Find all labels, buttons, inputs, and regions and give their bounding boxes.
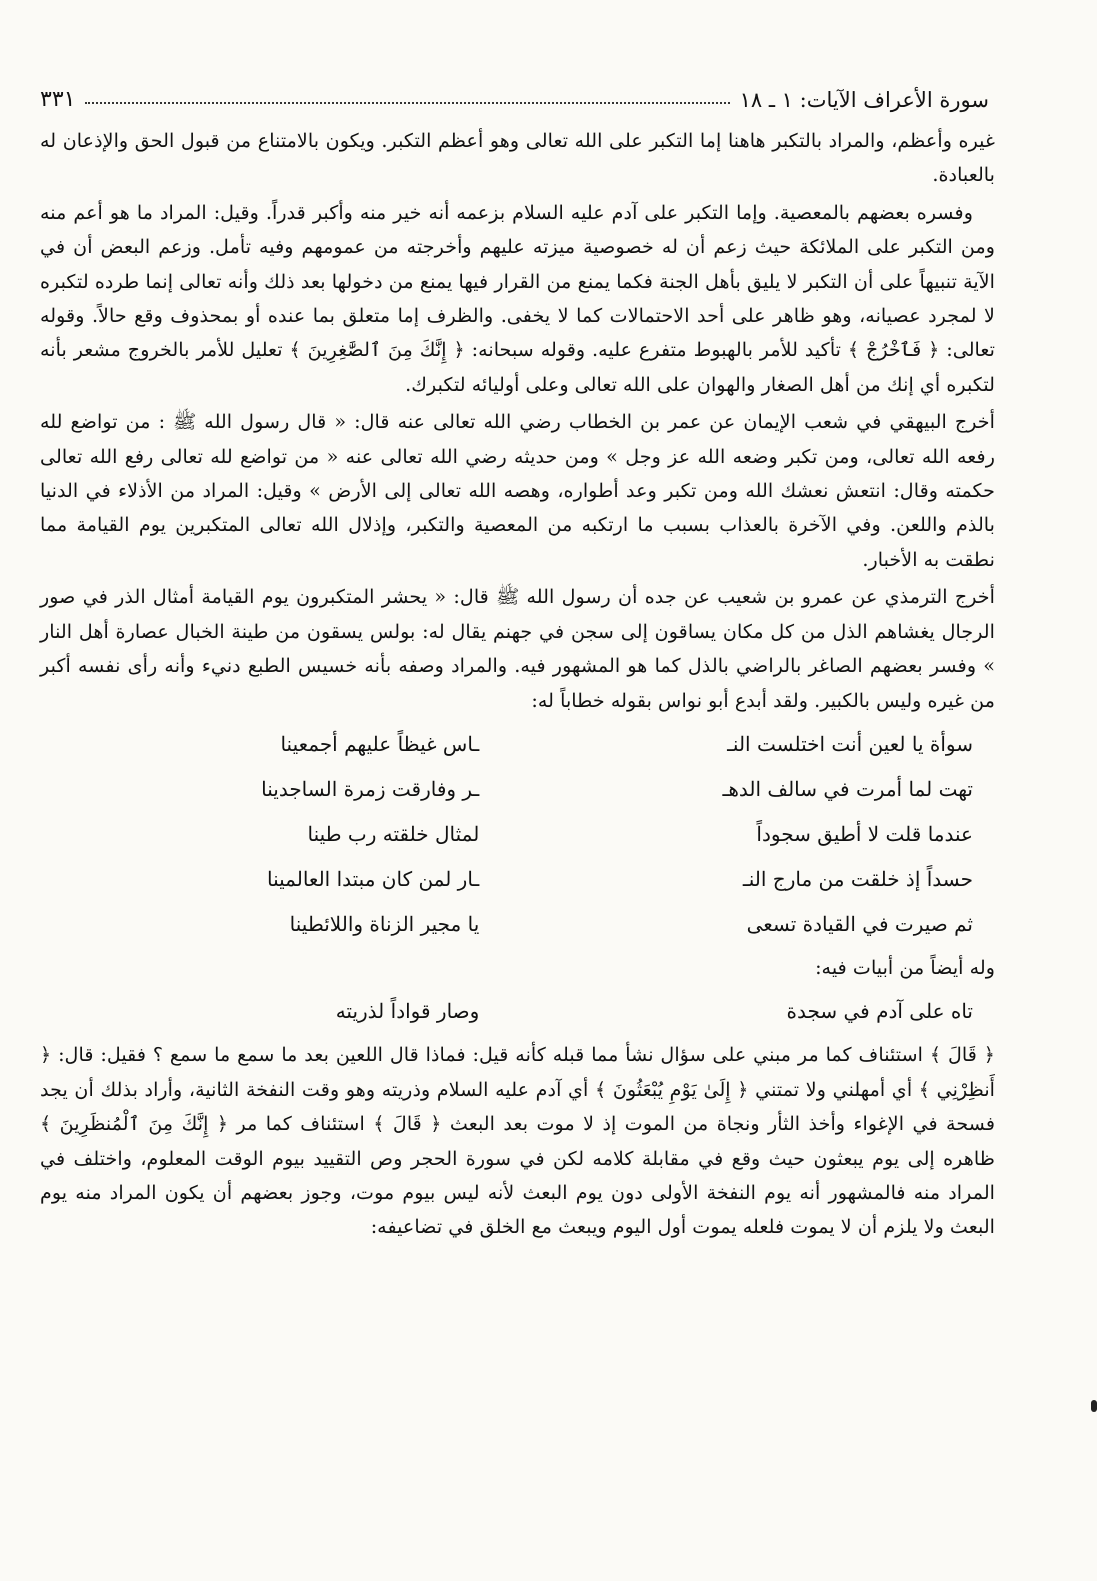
running-header <box>40 72 989 112</box>
poem-verse <box>40 902 995 947</box>
poem-abu-nuwas <box>40 722 995 947</box>
paragraph: وفسره بعضهم بالمعصية. وإما التكبر على آدم عليه السلام بزعمه أنه خير منه وأكبر قدراً. وقيل: المراد ما هو أعم منه ومن التكبر على الملائكة حيث زعم أن له خصوصية ميزته عليهم وأخرجته من عمومهم وفيه تأمل. وزعم البعض أن في الآية تنبيهاً على أن التكبر لا يليق بأهل الجنة فكما يمنع من القرار فيها يمنع من دخولها بعد ذلك وأنه تعالى إنما طرده لتكبره لا لمجرد عصيانه، وهو ظاهر على أحد الاحتمالات كما لا يخفى. والظرف إما متعلق بما عنده أو بمحذوف وقع حالاً. وقوله تعالى: ﴿ فَٱخْرُجْ ﴾ تأكيد للأمر بالهبوط متفرع عليه. وقوله سبحانه: ﴿ إِنَّكَ مِنَ ٱلصَّٰغِرِينَ ﴾ تعليل للأمر بالخروج مشعر بأنه لتكبره أي إنك من أهل الصغار والهوان على الله تعالى وعلى أوليائه لتكبرك. <box>40 200 995 396</box>
verse-first-hemistich: عندما قلت لا أطيق سجوداً <box>756 821 973 846</box>
body-text <box>40 124 995 1248</box>
margin-mark <box>1091 1400 1097 1412</box>
poem-second <box>40 989 995 1034</box>
page-number: ٣٣١ <box>40 87 76 112</box>
paragraph: أخرج البيهقي في شعب الإيمان عن عمر بن الخطاب رضي الله تعالى عنه قال: « قال رسول الله ﷺ : من تواضع لله رفعه الله تعالى، ومن تكبر وضعه الله عز وجل » ومن حديثه رضي الله تعالى عنه « من تواضع لله تعالى رفع الله تعالى حكمته وقال: انتعش نعشك الله ومن تكبر وعد أطواره، وهصه الله تعالى إلى الأرض » وقيل: المراد من الأذلاء في الدنيا بالذم واللعن. وفي الآخرة بالعذاب بسبب ما ارتكبه من المعصية والتكبر، وإذلال الله تعالى المتكبرين يوم القيامة مما نطقت به الأخبار. <box>40 410 995 571</box>
paragraph: ﴿ قَالَ ﴾ استئناف كما مر مبني على سؤال نشأ مما قبله كأنه قيل: فماذا قال اللعين بعد ما سمع ما سمع ؟ فقيل: قال: ﴿ أَنظِرْنِي ﴾ أي أمهلني ولا تمتني ﴿ إِلَىٰ يَوْمِ يُبْعَثُونَ ﴾ أي آدم عليه السلام وذريته وهو وقت النفخة الثانية، وأراد بذلك أن يجد فسحة في الإغواء وأخذ الثأر ونجاة من الموت إذ لا موت بعد البعث ﴿ قَالَ ﴾ استئناف كما مر ﴿ إِنَّكَ مِنَ ٱلْمُنظَرِينَ ﴾ ظاهره إلى يوم يبعثون حيث وقع في مقابلة كلامه لكن في سورة الحجر وص التقييد بيوم الوقت المعلوم، واختلف في المراد منه فالمشهور أنه يوم النفخة الأولى دون يوم البعث لأنه ليس بيوم موت، وجوز بعضهم أن يكون المراد منه يوم البعث ولا يلزم أن لا يموت فلعله يموت أول اليوم ويبعث مع الخلق في تضاعيفه: <box>40 1043 996 1239</box>
verse-first-hemistich: سوأة يا لعين أنت اختلست النـ <box>727 731 973 756</box>
verse-first-hemistich: تاه على آدم في سجدة <box>786 999 973 1024</box>
header-leader-dots <box>85 101 729 104</box>
verse-second-hemistich: وصار قواداً لذريته <box>335 999 480 1024</box>
verse-second-hemistich: ـار لمن كان مبتدا العالمينا <box>267 866 480 891</box>
poem-verse <box>40 722 995 767</box>
verse-second-hemistich: ـر وفارقت زمرة الساجدينا <box>261 776 480 801</box>
poem-verse <box>40 767 995 812</box>
verse-second-hemistich: لمثال خلقته رب طينا <box>307 821 480 846</box>
poem-verse <box>40 812 995 857</box>
verse-second-hemistich: يا مجير الزناة واللائطينا <box>289 911 480 936</box>
verse-first-hemistich: تهت لما أمرت في سالف الدهـ <box>722 776 973 801</box>
poem-verse <box>40 857 995 902</box>
header-title: سورة الأعراف الآيات: ١ ـ ١٨ <box>739 88 989 112</box>
poem-verse <box>40 989 995 1034</box>
paragraph: أخرج الترمذي عن عمرو بن شعيب عن جده أن رسول الله ﷺ قال: « يحشر المتكبرون يوم القيامة أمثال الذر في صور الرجال يغشاهم الذل من كل مكان يساقون إلى سجن في جهنم يقال له: بولس يسقون من طينة الخبال عصارة أهل النار » وفسر بعضهم الصاغر بالراضي بالذل كما هو المشهور فيه. والمراد وصفه بأنه خسيس الطبع دنيء وأنه رأى نفسه أكبر من غيره وليس بالكبير. ولقد أبدع أبو نواس بقوله خطاباً له: <box>40 585 995 712</box>
poem-intro: وله أيضاً من أبيات فيه: <box>815 955 995 979</box>
verse-second-hemistich: ـاس غيظاً عليهم أجمعينا <box>280 731 480 756</box>
verse-first-hemistich: ثم صيرت في القيادة تسعى <box>746 911 973 936</box>
verse-first-hemistich: حسداً إذ خلقت من مارج النـ <box>742 866 973 891</box>
paragraph: غيره وأعظم، والمراد بالتكبر هاهنا إما التكبر على الله تعالى وهو أعظم التكبر. ويكون بالامتناع من قبول الحق والإذعان له بالعبادة. <box>40 129 995 187</box>
